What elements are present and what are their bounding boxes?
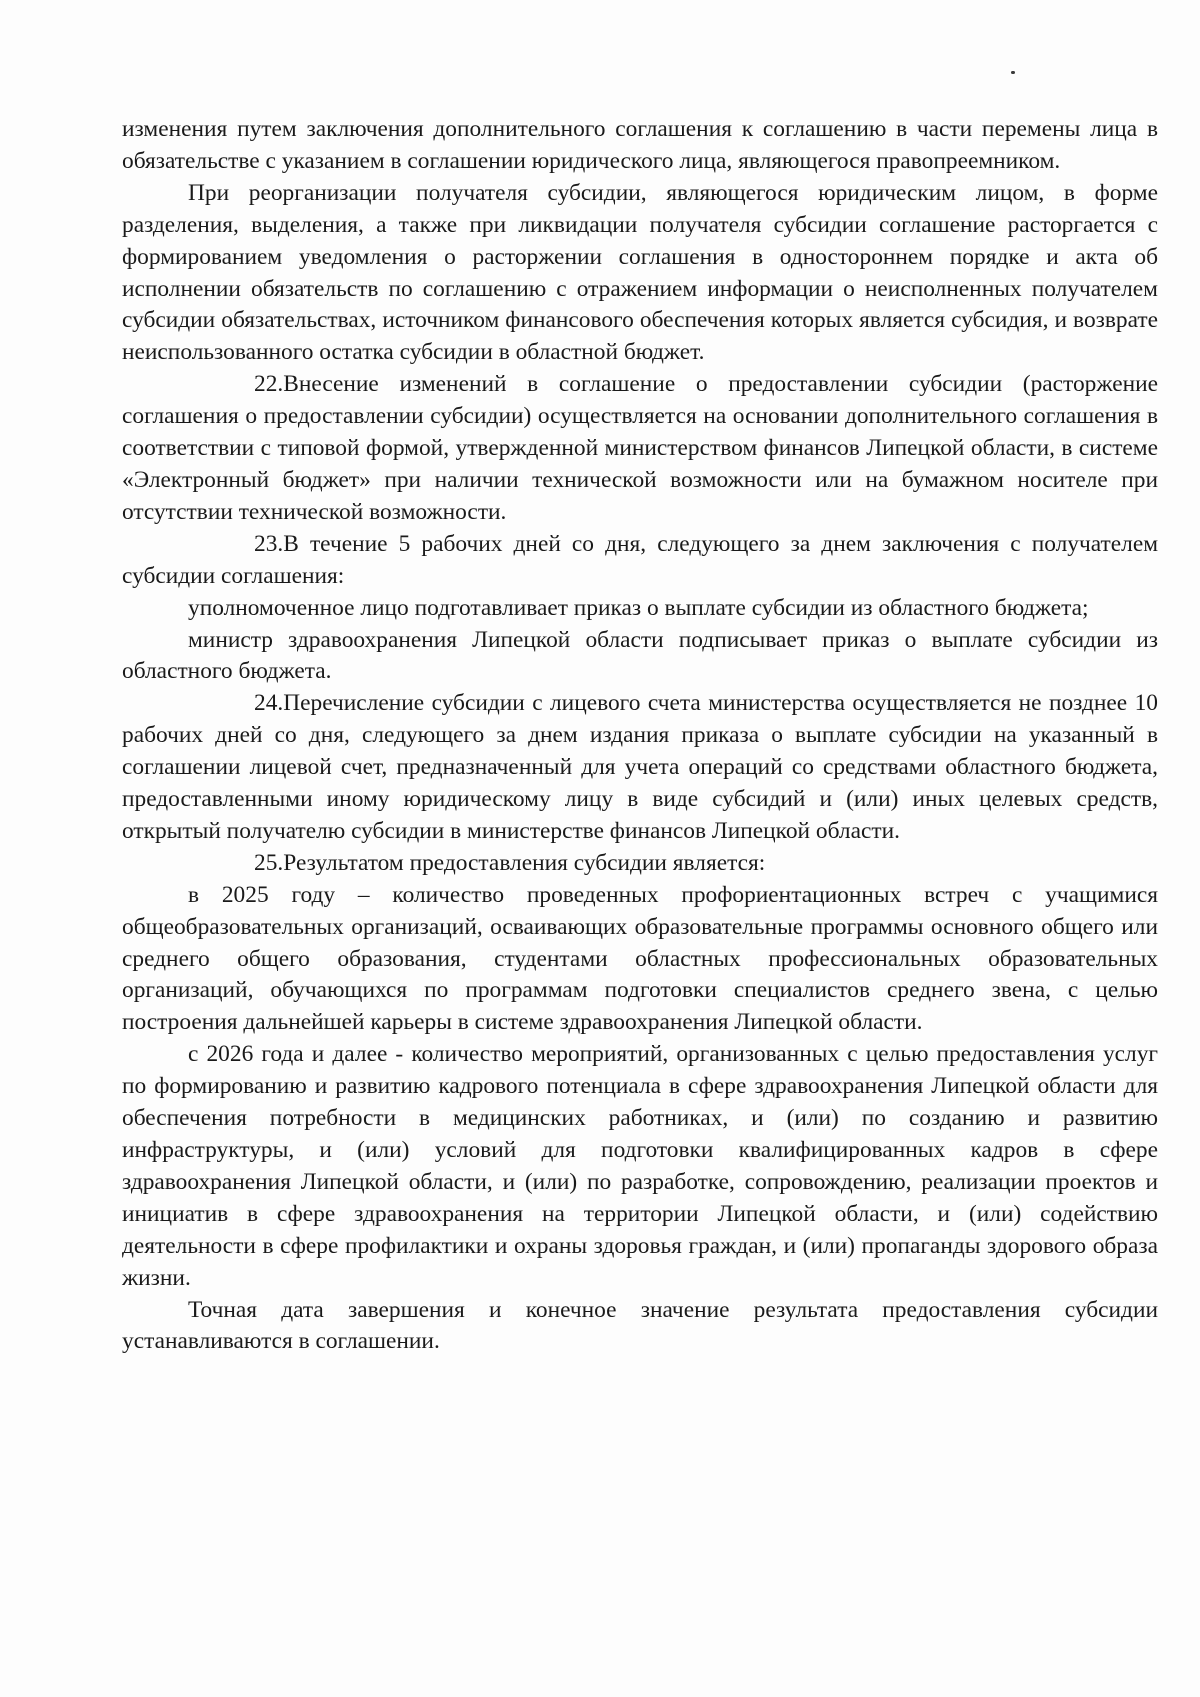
paragraph-result-2026: с 2026 года и далее - количество мероприятий, организованных с целью предоставления услуг по формированию и развитию кадрового потенциала в сфере здравоохранения Липецкой области для обеспечения потребности в медицинских работниках, и (или) по созданию и развитию инфраструктуры, и (или) условий для подготовки квалифицированных кадров в сфере здравоохранения Липецкой области, и (или) по разработке, сопровождению, реализации проектов и инициатив в сфере здравоохранения на территории Липецкой области, и (или) содействию деятельности в сфере профилактики и охраны здоровья граждан, и (или) пропаганды здорового образа жизни. bbox=[122, 1041, 1158, 1291]
item-number: 23. bbox=[254, 530, 284, 557]
item-number: 24. bbox=[254, 690, 284, 717]
paragraph-item-23 bbox=[122, 529, 1158, 593]
item-number: 25. bbox=[254, 849, 284, 876]
paragraph-completion-date: Точная дата завершения и конечное значение результата предоставления субсидии устанавливаются в соглашении. bbox=[122, 1296, 1158, 1355]
item-text: В течение 5 рабочих дней со дня, следующего за днем заключения с получателем субсидии соглашения: bbox=[122, 530, 1158, 589]
item-text: Результатом предоставления субсидии является: bbox=[283, 849, 766, 876]
item-number: 22. bbox=[254, 371, 284, 398]
paragraph-item-25 bbox=[122, 848, 1158, 880]
paragraph-item-24 bbox=[122, 688, 1158, 848]
item-text: Перечисление субсидии с лицевого счета министерства осуществляется не позднее 10 рабочих дней со дня, следующего за днем издания приказа о выплате субсидии на указанный в соглашении лицевой счет, предназначенный для учета операций со средствами областного бюджета, предоставленными иному юридическому лицу в виде субсидий и (или) иных целевых средств, открытый получателю субсидии в министерстве финансов Липецкой области. bbox=[122, 690, 1158, 844]
paragraph-minister: министр здравоохранения Липецкой области подписывает приказ о выплате субсидии из областного бюджета. bbox=[122, 626, 1158, 685]
paragraph-item-22 bbox=[122, 369, 1158, 529]
item-text: Внесение изменений в соглашение о предоставлении субсидии (расторжение соглашения о предоставлении субсидии) осуществляется на основании дополнительного соглашения в соответствии с типовой формой, утвержденной министерством финансов Липецкой области, в системе «Электронный бюджет» при наличии технической возможности или на бумажном носителе при отсутствии технической возможности. bbox=[122, 371, 1158, 525]
paragraph-reorganization: При реорганизации получателя субсидии, являющегося юридическим лицом, в форме разделения, выделения, а также при ликвидации получателя субсидии соглашение расторгается с формированием уведомления о расторжении соглашения в одностороннем порядке и акта об исполнении обязательств по соглашению с отражением информации о неисполненных получателем субсидии обязательствах, источником финансового обеспечения которых является субсидия, и возврате неиспользованного остатка субсидии в областной бюджет. bbox=[122, 179, 1158, 366]
paragraph-result-2025: в 2025 году – количество проведенных профориентационных встреч с учащимися общеобразовательных организаций, осваивающих образовательные программы основного общего или среднего общего образования, студентами областных профессиональных образовательных организаций, обучающихся по программам подготовки специалистов среднего звена, с целью построения дальнейшей карьеры в системе здравоохранения Липецкой области. bbox=[122, 881, 1158, 1036]
paragraph-authorized-person: уполномоченное лицо подготавливает приказ о выплате субсидии из областного бюджета; bbox=[188, 594, 1089, 621]
scan-speck bbox=[1011, 71, 1015, 74]
paragraph-continuation: изменения путем заключения дополнительного соглашения к соглашению в части перемены лица в обязательстве с указанием в соглашении юридического лица, являющегося правопреемником. bbox=[122, 116, 1158, 174]
document-body bbox=[122, 114, 1158, 1358]
